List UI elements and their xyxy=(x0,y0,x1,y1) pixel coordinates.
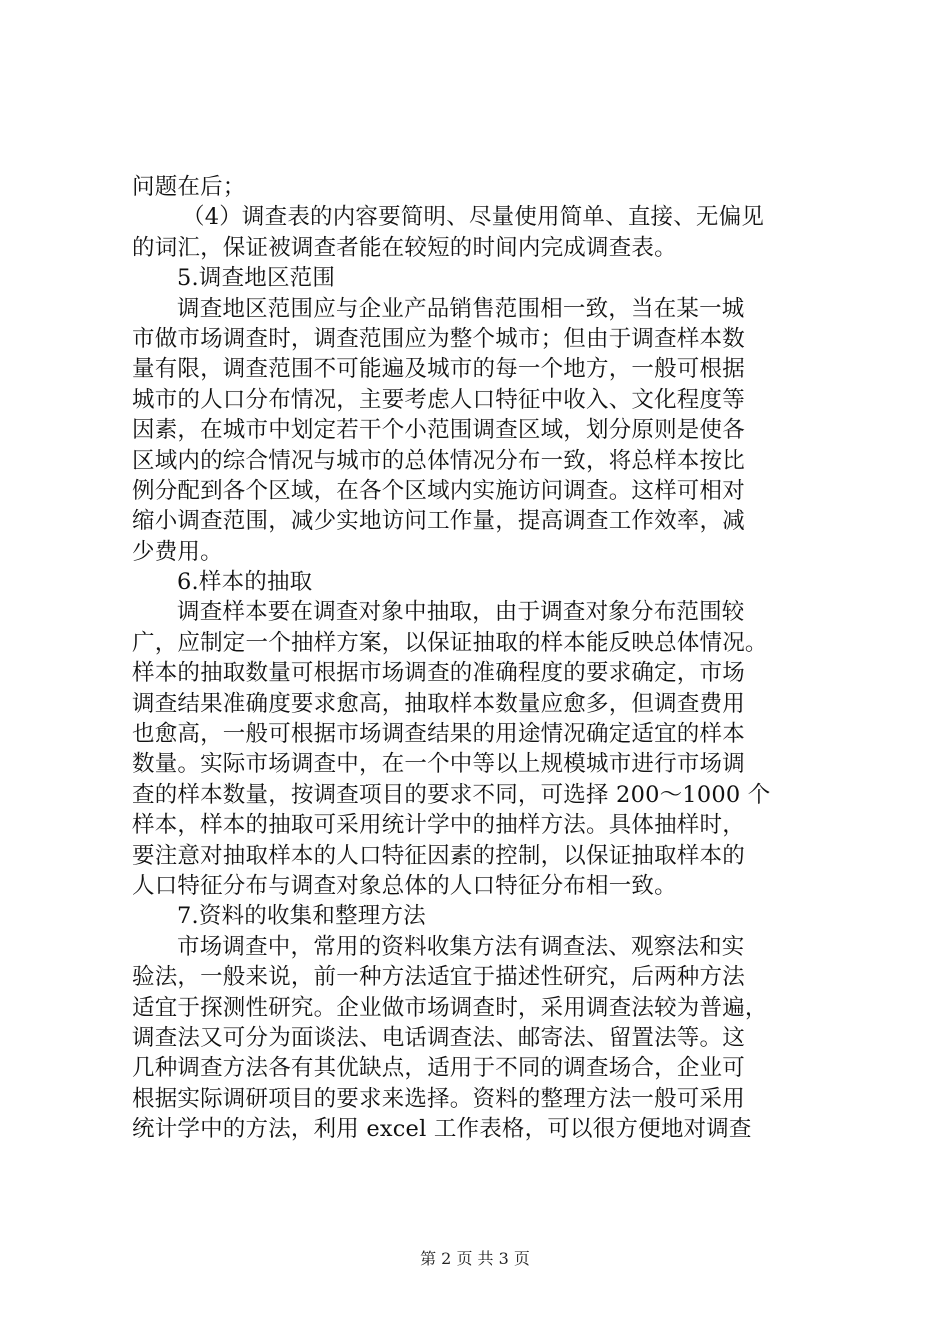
text-line: 样本，样本的抽取可采用统计学中的抽样方法。具体抽样时， xyxy=(132,812,745,839)
page-footer: 第 2 页 共 3 页 xyxy=(420,1249,530,1268)
text-line: 广，应制定一个抽样方案，以保证抽取的样本能反映总体情况。 xyxy=(132,629,768,656)
text-line: （4）调查表的内容要简明、尽量使用简单、直接、无偏见 xyxy=(182,204,765,231)
text-line: 6.样本的抽取 xyxy=(177,569,313,596)
text-line: 调查法又可分为面谈法、电话调查法、邮寄法、留置法等。这 xyxy=(132,1024,745,1051)
text-line: 问题在后； xyxy=(132,174,246,200)
text-line: 缩小调查范围，减少实地访问工作量，提高调查工作效率，减 xyxy=(132,508,745,535)
text-line: 区域内的综合情况与城市的总体情况分布一致，将总样本按比 xyxy=(132,447,745,474)
text-line: 因素，在城市中划定若干个小范围调查区域，划分原则是使各 xyxy=(132,417,745,444)
document-body xyxy=(132,172,850,1145)
text-line: 验法，一般来说，前一种方法适宜于描述性研究，后两种方法 xyxy=(132,964,745,991)
text-line: 的词汇，保证被调查者能在较短的时间内完成调查表。 xyxy=(132,234,677,261)
text-line: 数量。实际市场调查中，在一个中等以上规模城市进行市场调 xyxy=(132,751,745,778)
text-line: 查的样本数量，按调查项目的要求不同，可选择 200～1000 个 xyxy=(132,781,771,808)
text-line: 城市的人口分布情况，主要考虑人口特征中收入、文化程度等 xyxy=(132,386,745,413)
text-line: 7.资料的收集和整理方法 xyxy=(177,903,426,930)
text-line: 市做市场调查时，调查范围应为整个城市；但由于调查样本数 xyxy=(132,325,745,352)
text-line: 也愈高，一般可根据市场调查结果的用途情况确定适宜的样本 xyxy=(132,721,745,748)
text-line: 根据实际调研项目的要求来选择。资料的整理方法一般可采用 xyxy=(132,1085,745,1112)
text-line: 调查结果准确度要求愈高，抽取样本数量应愈多，但调查费用 xyxy=(132,690,745,717)
text-line: 少费用。 xyxy=(132,538,223,565)
text-line: 调查样本要在调查对象中抽取，由于调查对象分布范围较 xyxy=(177,599,745,626)
text-line: 例分配到各个区域，在各个区域内实施访问调查。这样可相对 xyxy=(132,477,745,504)
text-line: 要注意对抽取样本的人口特征因素的控制，以保证抽取样本的 xyxy=(132,842,745,869)
text-line: 调查地区范围应与企业产品销售范围相一致，当在某一城 xyxy=(177,295,745,322)
text-line: 市场调查中，常用的资料收集方法有调查法、观察法和实 xyxy=(177,933,745,960)
text-line: 人口特征分布与调查对象总体的人口特征分布相一致。 xyxy=(132,872,677,899)
text-line: 统计学中的方法，利用 excel 工作表格，可以很方便地对调查 xyxy=(132,1116,752,1143)
text-line: 量有限，调查范围不可能遍及城市的每一个地方，一般可根据 xyxy=(132,356,745,383)
text-line: 几种调查方法各有其优缺点，适用于不同的调查场合，企业可 xyxy=(132,1055,745,1082)
text-line: 5.调查地区范围 xyxy=(177,265,336,292)
text-line: 样本的抽取数量可根据市场调查的准确程度的要求确定，市场 xyxy=(132,660,745,687)
text-line: 适宜于探测性研究。企业做市场调查时，采用调查法较为普遍， xyxy=(132,994,768,1021)
